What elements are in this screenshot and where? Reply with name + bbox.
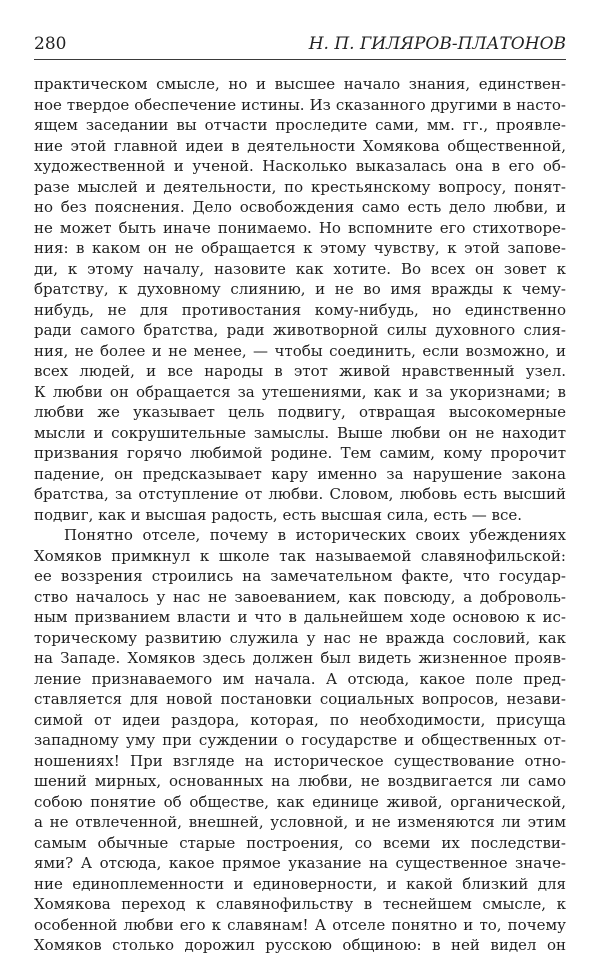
text-line: Хомякова переход к славянофильству в теснейшем смысле, к <box>34 895 566 913</box>
text-line: симой от идеи раздора, которая, по необходимости, присуща <box>34 710 566 729</box>
text-line: К любви он обращается за утешениями, как и за укоризнами; в <box>34 382 566 401</box>
text-line: ди, к этому началу, назовите как хотите. Во всех он зовет к <box>34 259 566 278</box>
body-text <box>34 74 566 956</box>
text-line: мысли и сокрушительные замыслы. Выше любви он не находит <box>34 423 566 442</box>
text-line: братству, к духовному слиянию, и не во имя вражды к чему- <box>34 280 566 298</box>
text-line: ление признаваемого им начала. А отсюда, какое поле пред- <box>34 669 566 688</box>
text-line: ния: в каком он не обращается к этому чувству, к этой запове- <box>34 239 566 257</box>
text-line: подвиг, как и высшая радость, есть высшая сила, есть — все. <box>34 505 523 524</box>
text-line: практическом смысле, но и высшее начало знания, единствен- <box>34 75 566 93</box>
text-line: торическому развитию служила у нас не вражда сословий, как <box>34 628 566 647</box>
text-line: ее воззрения строились на замечательном факте, что государ- <box>34 567 566 585</box>
text-line: ние единоплеменности и единоверности, и какой близкий для <box>34 874 566 893</box>
text-line: шений мирных, основанных на любви, не воздвигается ли само <box>34 772 566 790</box>
text-line: призвания горячо любимой родине. Тем самим, кому пророчит <box>34 444 566 462</box>
text-line: на Западе. Хомяков здесь должен был видеть жизненное прояв- <box>34 649 566 667</box>
text-line: разе мыслей и деятельности, по крестьянскому вопросу, понят- <box>34 177 566 196</box>
page-number: 280 <box>34 34 67 54</box>
text-line: Хомяков столько дорожил русскою общиною: в ней видел он <box>34 936 566 954</box>
running-head: Н. П. ГИЛЯРОВ-ПЛАТОНОВ <box>308 34 566 54</box>
text-line: ным призванием власти и что в дальнейшем ходе основою к ис- <box>34 608 566 626</box>
paragraph <box>34 74 566 525</box>
text-line: Понятно отселе, почему в исторических своих убеждениях <box>64 526 566 544</box>
page-header <box>34 32 566 62</box>
text-line: художественной и ученой. Насколько выказалась она в его об- <box>34 157 566 175</box>
text-line: ние этой главной идеи в деятельности Хомякова общественной, <box>34 136 566 155</box>
text-line: ями? А отсюда, какое прямое указание на существенное значе- <box>34 854 566 872</box>
text-line: ношениях! При взгляде на историческое существование отно- <box>34 751 566 770</box>
text-line: любви же указывает цель подвигу, отвращая высокомерные <box>34 403 566 421</box>
text-line: но без пояснения. Дело освобождения само есть дело любви, и <box>34 198 566 216</box>
text-line: ное твердое обеспечение истины. Из сказанного другими в насто- <box>34 95 566 114</box>
text-line: падение, он предсказывает кару именно за нарушение закона <box>34 464 566 483</box>
text-line: самым обычные старые построения, со всеми их последстви- <box>34 833 566 852</box>
text-line: ящем заседании вы отчасти проследите сами, мм. гг., проявле- <box>34 116 566 134</box>
header-rule <box>34 59 566 60</box>
text-line: всех людей, и все народы в этот живой нравственный узел. <box>34 362 566 380</box>
text-line: собою понятие об обществе, как единице живой, органической, <box>34 792 566 811</box>
text-line: а не отвлеченной, внешней, условной, и не изменяются ли этим <box>34 813 566 831</box>
text-line: ставляется для новой постановки социальных вопросов, незави- <box>34 690 566 708</box>
text-line: нибудь, не для противостания кому-нибудь, но единственно <box>34 300 566 319</box>
paragraph <box>34 525 566 956</box>
text-line: ство началось у нас не завоеванием, как повсюду, а доброволь- <box>34 587 566 606</box>
text-line: особенной любви его к славянам! А отселе понятно и то, почему <box>34 915 566 934</box>
text-line: Хомяков примкнул к школе так называемой славянофильской: <box>34 546 566 565</box>
text-line: ния, не более и не менее, — чтобы соединить, если возможно, и <box>34 341 566 360</box>
text-line: ради самого братства, ради животворной силы духовного слия- <box>34 321 566 339</box>
text-line: западному уму при суждении о государстве и общественных от- <box>34 731 566 749</box>
text-line: братства, за отступление от любви. Словом, любовь есть высший <box>34 485 566 503</box>
text-line: не может быть иначе понимаемо. Но вспомните его стихотворе- <box>34 218 566 237</box>
